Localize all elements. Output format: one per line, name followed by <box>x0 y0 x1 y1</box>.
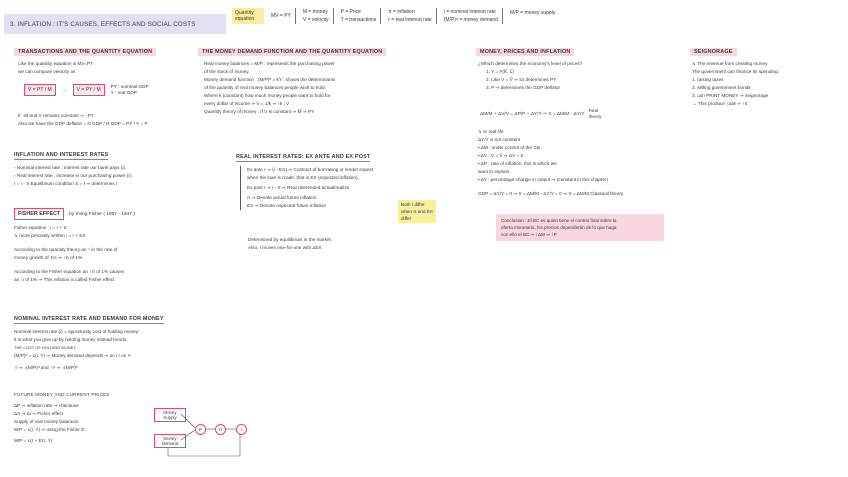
text-line: If ↑M and V remains constant ⇒ ↑PT <box>18 113 94 118</box>
legend-item: i = nominal interest rate <box>443 9 496 15</box>
money-demand-text <box>204 60 335 116</box>
text-line: oferta monetaria, los precios dependerán de lo que haga <box>501 225 617 230</box>
velocity-notes <box>111 84 149 96</box>
text-line: π ⇒ Denote actual future inflation <box>247 195 317 200</box>
text-line: Where k (constant) how much money people want to hold for <box>204 93 331 98</box>
text-line: • ΔY : percentage change in output ⇒ (constant in this chapter) <box>478 177 609 182</box>
legend-item: T = transactions <box>340 17 377 23</box>
text-line: → This produce ↑ΔM ⇒ ↑π <box>692 101 748 106</box>
section-heading-money-prices: MONEY, PRICES AND INFLATION <box>476 48 574 56</box>
legend-formula: MV = PY <box>267 8 296 24</box>
text-line: GDP = ΔY/Y = 0 ⇒ π = ΔM/M - ΔY/Y = 0 ⇒ π = ΔM/M Classical theory <box>478 191 624 196</box>
text-line: THE COST OF HOLDING MONEY <box>14 345 76 350</box>
text-line: Both r differ <box>401 202 425 207</box>
text-line: theory <box>588 114 602 119</box>
legend-item: (M/P)ᵈ = money demand <box>443 17 498 23</box>
section-heading-transactions: TRANSACTIONS AND THE QUANTITY EQUATION <box>14 48 156 56</box>
real-rates-note <box>398 200 436 223</box>
future-money-text <box>14 402 86 445</box>
text-line: - Real interest rate : increase in our purchasing power (r). <box>14 173 133 178</box>
text-line: con ello el BC ⇒ ↑ΔM ⇒ ↑P <box>501 232 557 237</box>
section-heading-money-demand: THE MONEY DEMAND FUNCTION AND THE QUANTITY EQUATION <box>198 48 386 56</box>
text-line: Like the quantity equation is MV=PT <box>18 61 94 66</box>
legend-item: P = Price <box>340 9 361 15</box>
legend-item: r = real interest rate <box>388 17 432 23</box>
nominal-interest-text <box>14 328 139 372</box>
text-line: Ex post r ⇒ i - π ⇒ Real rate/ended actual/realize <box>247 185 350 190</box>
fisher-text <box>14 224 124 284</box>
money-demand-box: Money Demand <box>154 434 186 448</box>
text-line: 2. selling government bonds <box>692 85 751 90</box>
velocity-formula-box-2: V = PY / M <box>73 84 105 96</box>
text-line: differ <box>401 216 412 221</box>
text-line: (M/P)ᵈ = L(i, Y) ⇒ Money demand depends ⇒ on i / on Y <box>14 353 131 358</box>
text-line: Real money balances = M/P : represents the purchasing power <box>204 61 335 66</box>
text-line: every dollar of income ⇒ V = 1/k ⇒ ↑k ↓V <box>204 101 290 106</box>
text-line: M/P = L(i, Y) ⇒ using the Fisher E: <box>14 427 86 432</box>
legend-quantity-label: Quantity equation <box>232 8 264 24</box>
text-line: Nominal interest rate (i) = opportunity cost of holding money: <box>14 329 140 334</box>
diagram-circle-i: i <box>236 424 247 435</box>
transactions-text <box>18 60 93 76</box>
fisher-effect-row <box>14 208 135 220</box>
text-line: • ΔV : V = V̅ ⇒ ΔV = 0 <box>478 153 524 158</box>
notation-legend <box>232 8 559 24</box>
growth-equation-row <box>480 108 602 120</box>
fisher-by: by Irving Fisher ( 1867 - 1947 ) <box>69 211 135 217</box>
legend-group-1 <box>299 8 334 24</box>
real-interest-text <box>240 166 373 210</box>
seignorage-text <box>692 60 779 108</box>
text-line: ↳ The revenue from creating money <box>692 61 768 66</box>
text-line: Supply of real money balances: <box>14 419 80 424</box>
text-line: ↳ In real life <box>478 129 504 134</box>
text-line: we can compute velocity as <box>18 69 76 74</box>
legend-item: M = money <box>302 9 328 15</box>
legend-item: M/P = money supply <box>510 10 556 16</box>
money-prices-text-2 <box>478 128 623 198</box>
text-line: ↑i ⇒ ↓(M/P)ᵈ and ↑Y ⇒ ↑(M/P)ᵈ <box>14 365 78 370</box>
diagram-circle-p: P <box>195 424 206 435</box>
text-line: of the stock of money. <box>204 69 250 74</box>
page-title <box>4 14 226 34</box>
text-line: According to the Fisher equation an ↑π of 1% causes <box>14 269 125 274</box>
text-line: • ΔP : rate of inflation, this is which we <box>478 161 557 166</box>
transactions-text-2 <box>18 112 148 128</box>
text-line: • ΔM : under control of the CB <box>478 145 540 150</box>
legend-group-2 <box>337 8 382 24</box>
text-line: Determined by equilibrium in the market. <box>248 237 333 242</box>
text-line: it is what you give up by holding money instead bonds. <box>14 337 128 342</box>
diagram-arrows <box>150 404 260 464</box>
legend-item: V = velocity <box>302 17 329 23</box>
text-line: ΔP ⇒ inflation rate ⇒ i because <box>14 403 79 408</box>
conclusion-note <box>496 214 664 241</box>
text-line: Also we have the GDP deflator = N GDP / R GDP = PY / Y = P <box>18 121 148 126</box>
growth-equation: ΔM/M + ΔV/V = ΔP/P + ΔY/Y ⇒ π = ΔM/M - ΔY/Y <box>480 111 585 117</box>
text-line: 1. raising taxes <box>692 77 724 82</box>
velocity-formula-row <box>24 84 149 96</box>
text-line: Real <box>588 108 599 113</box>
text-line: Eπ ⇒ Denote expected future inflation <box>247 203 327 208</box>
section-heading-future-money: FUTURE MONEY AND CURRENT PRICES <box>14 392 110 397</box>
page-title-text: 3. INFLATION : IT'S CAUSES, EFFECTS AND SOCIAL COSTS <box>10 20 196 28</box>
text-line: ↳ more precisely written i = r + Eπ <box>14 233 86 238</box>
text-line: 2. Like V = V̅ ⇒ so determines PY <box>486 77 557 82</box>
money-supply-box: Money Supply <box>154 408 186 422</box>
text-line: Conclusion : El BC es quien tiene el control final sobre la <box>501 218 617 223</box>
text-line: ΔY/Y is not constant <box>478 137 521 142</box>
fisher-effect-label: FISHER EFFECT <box>14 208 64 220</box>
text-line: Also, i moves one-for-one with ΔEπ <box>248 245 322 250</box>
text-line: Y : real GDP <box>110 90 137 95</box>
velocity-formula-box: V = PT / M <box>24 84 56 96</box>
legend-group-3 <box>384 8 437 24</box>
text-line: of the quantity of real money balances people wish to hold. <box>204 85 326 90</box>
section-heading-inflation-interest: INFLATION AND INTEREST RATES <box>14 152 109 158</box>
text-line: want to explain. <box>478 169 511 174</box>
text-line: Quantity theory of money : If V is constant ⇒ M̅ ⇒ PY <box>204 109 315 114</box>
diagram-circle-pi: π <box>215 424 226 435</box>
legend-item: π = inflation <box>388 9 415 15</box>
inflation-interest-text <box>14 164 133 188</box>
text-line: The government can finance its spending: <box>692 69 780 74</box>
legend-group-5 <box>506 8 559 24</box>
money-prices-text <box>478 60 582 92</box>
section-heading-real-interest: REAL INTEREST RATES: EX ANTE AND EX POST <box>236 154 371 160</box>
arrow-icon: → <box>61 87 67 93</box>
growth-note <box>589 108 602 120</box>
text-line: r = i - π Equilibrium condition S = I ⇒ determines r <box>14 181 118 186</box>
text-line: when π and Eπ <box>401 209 433 214</box>
text-line: Ex ante r ⇒ (i - Eπ) ⇒ Contract of borrowing or lender expect <box>247 167 374 172</box>
section-heading-nominal-interest: NOMINAL INTEREST RATE AND DEMAND FOR MONEY <box>14 316 164 322</box>
text-line: - Nominal interest rate : interest rate our bank pays (i). <box>14 165 127 170</box>
text-line: 3. P ⇒ determines the GDP deflator <box>486 85 561 90</box>
text-line: Fisher equation : i = r + π <box>14 225 67 230</box>
text-line: when the loan is made, that is Eπ (expected inflation). <box>247 175 359 180</box>
legend-group-4 <box>440 8 503 24</box>
text-line: an ↑i of 1% ⇒ This relation is called Fisher effect <box>14 277 115 282</box>
text-line: According to the quantity theory an ↑ in the rate of <box>14 247 118 252</box>
text-line: PY : nominal GDP <box>110 84 149 89</box>
text-line: ¿Which determines the economy's level of prices? <box>478 61 583 66</box>
section-heading-seignorage: SEIGNORAGE <box>690 48 737 56</box>
text-line: money growth of 1% ⇒ ↑π of 1%. <box>14 255 84 260</box>
real-interest-text-2 <box>248 236 332 252</box>
text-line: Δπ ⇒ Δi ⇒ Fisher effect <box>14 411 64 416</box>
text-line: M/P = L(r + Eπ, Y) <box>14 438 53 443</box>
text-line: 1. Y = F(K̅, L̅) <box>486 69 514 74</box>
text-line: 3. can PRINT MONEY ⇒ seignorage <box>692 93 769 98</box>
text-line: Money demand function : (M/P)ᵈ = kY : shows the determinants <box>204 77 336 82</box>
